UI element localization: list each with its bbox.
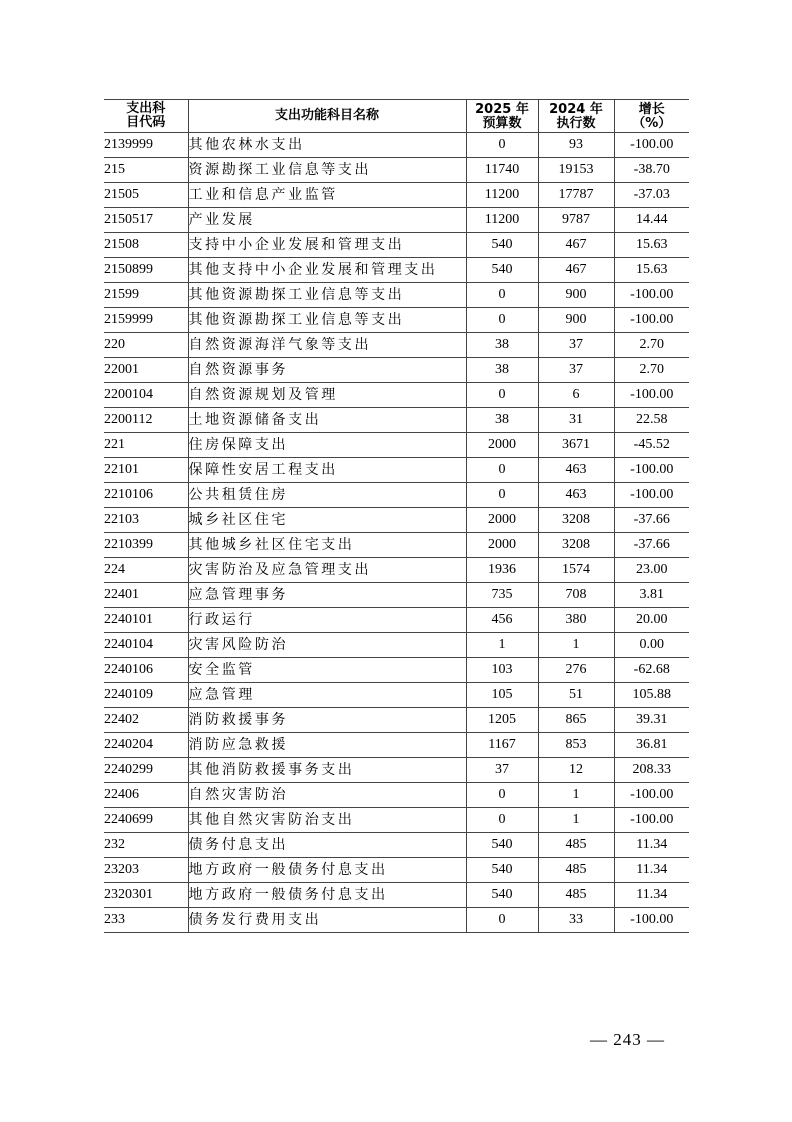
cell-growth: 2.70	[614, 358, 689, 383]
cell-growth: 11.34	[614, 858, 689, 883]
cell-code: 2240299	[104, 758, 188, 783]
table-row	[104, 683, 689, 708]
cell-exec-2024: 3671	[538, 433, 614, 458]
cell-code: 22001	[104, 358, 188, 383]
cell-growth: -37.66	[614, 508, 689, 533]
h-code-text: 支出科 目代码	[126, 101, 166, 130]
cell-exec-2024: 1	[538, 783, 614, 808]
cell-growth: 105.88	[614, 683, 689, 708]
header-row	[104, 100, 689, 133]
cell-growth: -62.68	[614, 658, 689, 683]
cell-exec-2024: 19153	[538, 158, 614, 183]
cell-exec-2024: 485	[538, 858, 614, 883]
table-body	[104, 133, 689, 933]
cell-exec-2024: 51	[538, 683, 614, 708]
cell-code: 2150517	[104, 208, 188, 233]
cell-name: 自然灾害防治	[188, 783, 466, 808]
table-row	[104, 408, 689, 433]
cell-exec-2024: 853	[538, 733, 614, 758]
table-row	[104, 808, 689, 833]
cell-budget-2025: 38	[466, 358, 538, 383]
cell-code: 2150899	[104, 258, 188, 283]
cell-budget-2025: 0	[466, 483, 538, 508]
cell-exec-2024: 37	[538, 358, 614, 383]
cell-budget-2025: 1936	[466, 558, 538, 583]
cell-budget-2025: 540	[466, 883, 538, 908]
cell-budget-2025: 11200	[466, 208, 538, 233]
header-budget-2025	[466, 100, 538, 133]
header-exec-2024	[538, 100, 614, 133]
cell-code: 233	[104, 908, 188, 933]
cell-growth: 2.70	[614, 333, 689, 358]
cell-budget-2025: 0	[466, 133, 538, 158]
cell-budget-2025: 0	[466, 308, 538, 333]
cell-growth: 0.00	[614, 633, 689, 658]
cell-name: 应急管理	[188, 683, 466, 708]
cell-code: 22401	[104, 583, 188, 608]
cell-name: 其他消防救援事务支出	[188, 758, 466, 783]
table-row	[104, 508, 689, 533]
cell-code: 232	[104, 833, 188, 858]
cell-exec-2024: 31	[538, 408, 614, 433]
cell-budget-2025: 11740	[466, 158, 538, 183]
table-row	[104, 558, 689, 583]
table-row	[104, 883, 689, 908]
cell-growth: 11.34	[614, 883, 689, 908]
table-row	[104, 208, 689, 233]
table-row	[104, 733, 689, 758]
cell-name: 灾害风险防治	[188, 633, 466, 658]
cell-code: 220	[104, 333, 188, 358]
cell-growth: -100.00	[614, 783, 689, 808]
cell-code: 2320301	[104, 883, 188, 908]
cell-name: 应急管理事务	[188, 583, 466, 608]
cell-code: 22402	[104, 708, 188, 733]
table-row	[104, 608, 689, 633]
cell-growth: -100.00	[614, 908, 689, 933]
table-row	[104, 233, 689, 258]
table-row	[104, 308, 689, 333]
cell-budget-2025: 1	[466, 633, 538, 658]
table-row	[104, 258, 689, 283]
cell-budget-2025: 0	[466, 458, 538, 483]
cell-exec-2024: 17787	[538, 183, 614, 208]
cell-growth: -45.52	[614, 433, 689, 458]
table-row	[104, 758, 689, 783]
cell-name: 资源勘探工业信息等支出	[188, 158, 466, 183]
cell-growth: 14.44	[614, 208, 689, 233]
h-b2025-text: 2025 年 预算数	[475, 102, 529, 131]
cell-exec-2024: 380	[538, 608, 614, 633]
cell-exec-2024: 485	[538, 833, 614, 858]
table-row	[104, 183, 689, 208]
page-number: — 243 —	[590, 1030, 665, 1049]
table-row	[104, 908, 689, 933]
cell-exec-2024: 3208	[538, 508, 614, 533]
cell-budget-2025: 0	[466, 908, 538, 933]
cell-name: 产业发展	[188, 208, 466, 233]
cell-name: 自然资源规划及管理	[188, 383, 466, 408]
cell-name: 其他农林水支出	[188, 133, 466, 158]
cell-budget-2025: 0	[466, 383, 538, 408]
cell-name: 地方政府一般债务付息支出	[188, 883, 466, 908]
cell-exec-2024: 12	[538, 758, 614, 783]
table-row	[104, 433, 689, 458]
cell-growth: 22.58	[614, 408, 689, 433]
cell-growth: 15.63	[614, 233, 689, 258]
cell-budget-2025: 540	[466, 833, 538, 858]
table-row	[104, 708, 689, 733]
cell-code: 224	[104, 558, 188, 583]
table-row	[104, 133, 689, 158]
cell-code: 2210106	[104, 483, 188, 508]
cell-name: 地方政府一般债务付息支出	[188, 858, 466, 883]
table-row	[104, 383, 689, 408]
table-row	[104, 833, 689, 858]
cell-code: 2240106	[104, 658, 188, 683]
cell-growth: 15.63	[614, 258, 689, 283]
cell-budget-2025: 540	[466, 858, 538, 883]
cell-exec-2024: 865	[538, 708, 614, 733]
cell-name: 其他资源勘探工业信息等支出	[188, 283, 466, 308]
cell-name: 其他城乡社区住宅支出	[188, 533, 466, 558]
cell-budget-2025: 11200	[466, 183, 538, 208]
cell-name: 消防救援事务	[188, 708, 466, 733]
cell-budget-2025: 2000	[466, 533, 538, 558]
table-row	[104, 783, 689, 808]
cell-code: 2200104	[104, 383, 188, 408]
cell-exec-2024: 1	[538, 808, 614, 833]
cell-growth: -100.00	[614, 133, 689, 158]
cell-name: 自然资源事务	[188, 358, 466, 383]
cell-name: 债务发行费用支出	[188, 908, 466, 933]
cell-budget-2025: 0	[466, 808, 538, 833]
cell-code: 221	[104, 433, 188, 458]
cell-growth: -37.03	[614, 183, 689, 208]
cell-growth: -100.00	[614, 308, 689, 333]
cell-exec-2024: 276	[538, 658, 614, 683]
cell-exec-2024: 708	[538, 583, 614, 608]
cell-exec-2024: 1574	[538, 558, 614, 583]
cell-growth: 3.81	[614, 583, 689, 608]
cell-name: 其他支持中小企业发展和管理支出	[188, 258, 466, 283]
cell-code: 2210399	[104, 533, 188, 558]
cell-exec-2024: 93	[538, 133, 614, 158]
cell-growth: -100.00	[614, 458, 689, 483]
cell-name: 自然资源海洋气象等支出	[188, 333, 466, 358]
cell-budget-2025: 1205	[466, 708, 538, 733]
cell-code: 2200112	[104, 408, 188, 433]
table-row	[104, 858, 689, 883]
cell-code: 2240699	[104, 808, 188, 833]
cell-code: 2240101	[104, 608, 188, 633]
budget-table	[104, 99, 689, 933]
table-row	[104, 658, 689, 683]
cell-budget-2025: 1167	[466, 733, 538, 758]
cell-name: 支持中小企业发展和管理支出	[188, 233, 466, 258]
cell-exec-2024: 33	[538, 908, 614, 933]
cell-exec-2024: 900	[538, 308, 614, 333]
cell-code: 22406	[104, 783, 188, 808]
cell-name: 行政运行	[188, 608, 466, 633]
cell-code: 2159999	[104, 308, 188, 333]
cell-growth: -100.00	[614, 283, 689, 308]
cell-name: 灾害防治及应急管理支出	[188, 558, 466, 583]
cell-growth: -100.00	[614, 808, 689, 833]
header-name: 支出功能科目名称	[188, 100, 466, 133]
table-row	[104, 533, 689, 558]
cell-code: 2139999	[104, 133, 188, 158]
table-row	[104, 158, 689, 183]
cell-budget-2025: 0	[466, 283, 538, 308]
cell-name: 工业和信息产业监管	[188, 183, 466, 208]
cell-code: 215	[104, 158, 188, 183]
cell-growth: 36.81	[614, 733, 689, 758]
cell-name: 债务付息支出	[188, 833, 466, 858]
cell-budget-2025: 2000	[466, 508, 538, 533]
cell-growth: -100.00	[614, 383, 689, 408]
cell-budget-2025: 103	[466, 658, 538, 683]
cell-budget-2025: 735	[466, 583, 538, 608]
cell-name: 保障性安居工程支出	[188, 458, 466, 483]
header-code	[104, 100, 188, 133]
cell-budget-2025: 540	[466, 258, 538, 283]
h-e2024-text: 2024 年 执行数	[549, 102, 603, 131]
cell-budget-2025: 37	[466, 758, 538, 783]
cell-growth: -37.66	[614, 533, 689, 558]
cell-budget-2025: 456	[466, 608, 538, 633]
cell-name: 其他自然灾害防治支出	[188, 808, 466, 833]
cell-exec-2024: 37	[538, 333, 614, 358]
cell-code: 21599	[104, 283, 188, 308]
table-row	[104, 358, 689, 383]
cell-exec-2024: 900	[538, 283, 614, 308]
header-growth	[614, 100, 689, 133]
cell-name: 其他资源勘探工业信息等支出	[188, 308, 466, 333]
cell-name: 土地资源储备支出	[188, 408, 466, 433]
h-growth-text: 增长 （%）	[632, 102, 672, 131]
table-row	[104, 283, 689, 308]
cell-name: 住房保障支出	[188, 433, 466, 458]
cell-growth: 23.00	[614, 558, 689, 583]
cell-budget-2025: 2000	[466, 433, 538, 458]
page-number-value: 243	[613, 1030, 642, 1049]
cell-budget-2025: 38	[466, 333, 538, 358]
cell-growth: 20.00	[614, 608, 689, 633]
cell-code: 23203	[104, 858, 188, 883]
cell-budget-2025: 38	[466, 408, 538, 433]
cell-code: 2240204	[104, 733, 188, 758]
cell-code: 2240109	[104, 683, 188, 708]
cell-budget-2025: 540	[466, 233, 538, 258]
cell-name: 消防应急救援	[188, 733, 466, 758]
cell-code: 21508	[104, 233, 188, 258]
cell-name: 城乡社区住宅	[188, 508, 466, 533]
table-row	[104, 633, 689, 658]
cell-exec-2024: 6	[538, 383, 614, 408]
cell-growth: -100.00	[614, 483, 689, 508]
cell-exec-2024: 463	[538, 483, 614, 508]
cell-growth: 39.31	[614, 708, 689, 733]
cell-budget-2025: 0	[466, 783, 538, 808]
cell-name: 安全监管	[188, 658, 466, 683]
cell-budget-2025: 105	[466, 683, 538, 708]
table-row	[104, 583, 689, 608]
cell-growth: 11.34	[614, 833, 689, 858]
cell-code: 22101	[104, 458, 188, 483]
cell-code: 2240104	[104, 633, 188, 658]
cell-exec-2024: 467	[538, 233, 614, 258]
cell-code: 21505	[104, 183, 188, 208]
cell-growth: -38.70	[614, 158, 689, 183]
cell-exec-2024: 3208	[538, 533, 614, 558]
table-row	[104, 333, 689, 358]
cell-growth: 208.33	[614, 758, 689, 783]
cell-exec-2024: 485	[538, 883, 614, 908]
cell-code: 22103	[104, 508, 188, 533]
cell-exec-2024: 467	[538, 258, 614, 283]
table-row	[104, 483, 689, 508]
cell-exec-2024: 463	[538, 458, 614, 483]
table-row	[104, 458, 689, 483]
cell-exec-2024: 1	[538, 633, 614, 658]
cell-exec-2024: 9787	[538, 208, 614, 233]
cell-name: 公共租赁住房	[188, 483, 466, 508]
